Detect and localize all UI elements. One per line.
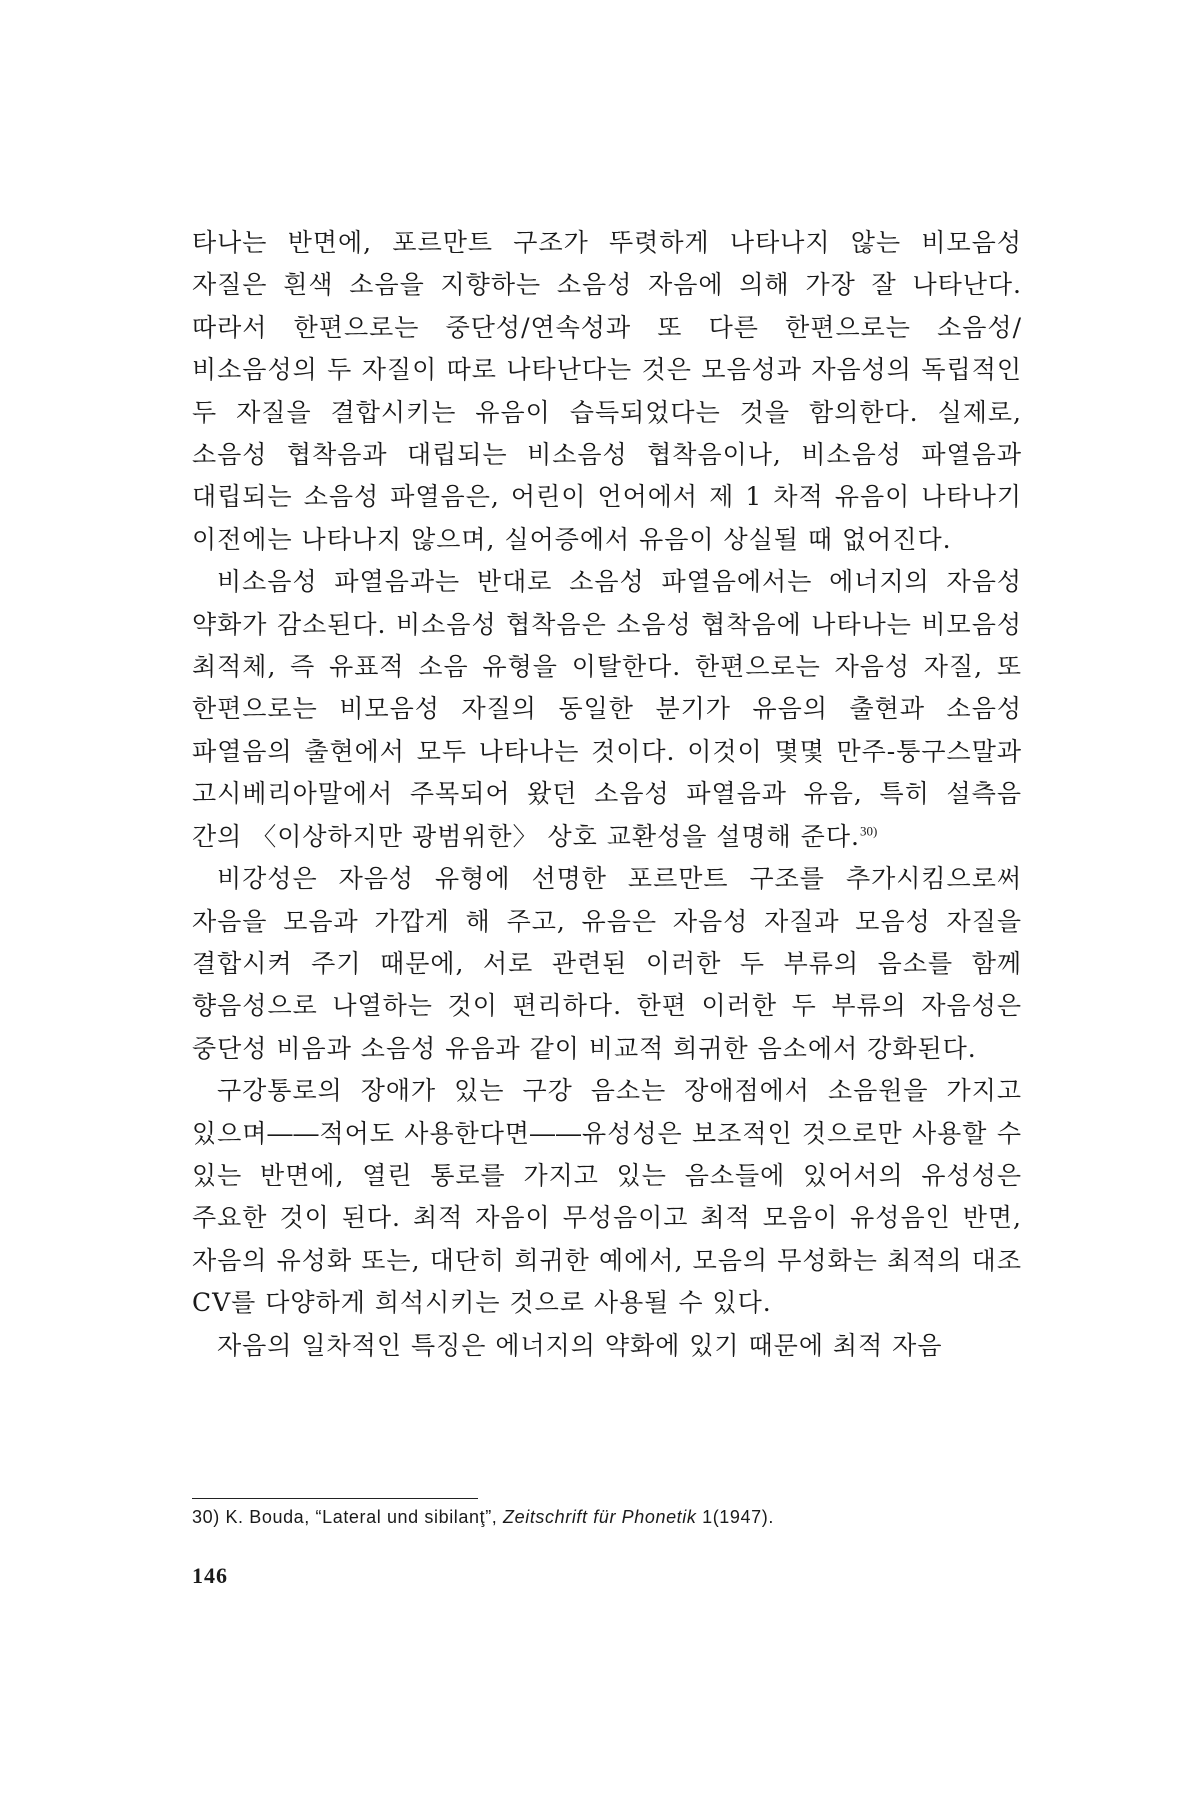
footnote-divider xyxy=(192,1498,478,1499)
paragraph-text: 타나는 반면에, 포르만트 구조가 뚜렷하게 나타나지 않는 비모음성 자질은 흰색 소음을 지향하는 소음성 자음에 의해 가장 잘 나타난다. 따라서 한편으로는 중단성/연속성과 또 다른 한편으로는 소음성/비소음성의 두 자질이 따로 나타난다는 것은 모음성과 자음성의 독립적인 두 자질을 결합시키는 유음이 습득되었다는 것을 함의한다. 실제로, 소음성 협착음과 대립되는 비소음성 협착음이나, 비소음성 파열음과 대립되는 소음성 파열음은, 어린이 언어에서 제 1 차적 유음이 나타나기 이전에는 나타나지 않으며, 실어증에서 유음이 상실될 때 없어진다. xyxy=(192,228,1022,554)
paragraph-text: 자음의 일차적인 특징은 에너지의 약화에 있기 때문에 최적 자음 xyxy=(217,1330,943,1360)
paragraph-1 xyxy=(192,222,1022,561)
footnote-title: “Lateral und sibilanţ”, xyxy=(315,1507,498,1527)
footnote-journal: Zeitschrift für Phonetik xyxy=(503,1507,697,1527)
footnote-number: 30) xyxy=(192,1507,220,1527)
footnote-issue: 1(1947). xyxy=(702,1507,774,1527)
paragraph-2 xyxy=(192,561,1022,858)
paragraph-text: 비강성은 자음성 유형에 선명한 포르만트 구조를 추가시킴으로써 자음을 모음과 가깝게 해 주고, 유음은 자음성 자질과 모음성 자질을 결합시켜 주기 때문에, 서로 관련된 이러한 두 부류의 음소를 함께 향음성으로 나열하는 것이 편리하다. 한편 이러한 두 부류의 자음성은 중단성 비음과 소음성 유음과 같이 비교적 희귀한 음소에서 강화된다. xyxy=(192,864,1022,1063)
paragraph-3 xyxy=(192,858,1022,1070)
paragraph-text: 비소음성 파열음과는 반대로 소음성 파열음에서는 에너지의 자음성 약화가 감소된다. 비소음성 협착음은 소음성 협착음에 나타나는 비모음성 최적체, 즉 유표적 소음 유형을 이탈한다. 한편으로는 자음성 자질, 또 한편으로는 비모음성 자질의 동일한 분기가 유음의 출현과 소음성 파열음의 출현에서 모두 나타나는 것이다. 이것이 몇몇 만주-퉁구스말과 고시베리아말에서 주목되어 왔던 소음성 파열음과 유음, 특히 설측음 간의 〈이상하지만 광범위한〉 상호 교환성을 설명해 준다. xyxy=(192,567,1022,851)
footnote-reference: 30) xyxy=(859,823,878,839)
footnote-author: K. Bouda, xyxy=(225,1507,310,1527)
paragraph-4 xyxy=(192,1070,1022,1324)
body-text xyxy=(192,222,1022,1367)
footnote xyxy=(192,1503,1022,1531)
paragraph-5 xyxy=(192,1325,1022,1367)
paragraph-text: 구강통로의 장애가 있는 구강 음소는 장애점에서 소음원을 가지고 있으며――적어도 사용한다면――유성성은 보조적인 것으로만 사용할 수 있는 반면에, 열린 통로를 가지고 있는 음소들에 있어서의 유성성은 주요한 것이 된다. 최적 자음이 무성음이고 최적 모음이 유성음인 반면, 자음의 유성화 또는, 대단히 희귀한 예에서, 모음의 무성화는 최적의 대조 CV를 다양하게 희석시키는 것으로 사용될 수 있다. xyxy=(192,1076,1022,1318)
page-number: 146 xyxy=(192,1563,228,1588)
